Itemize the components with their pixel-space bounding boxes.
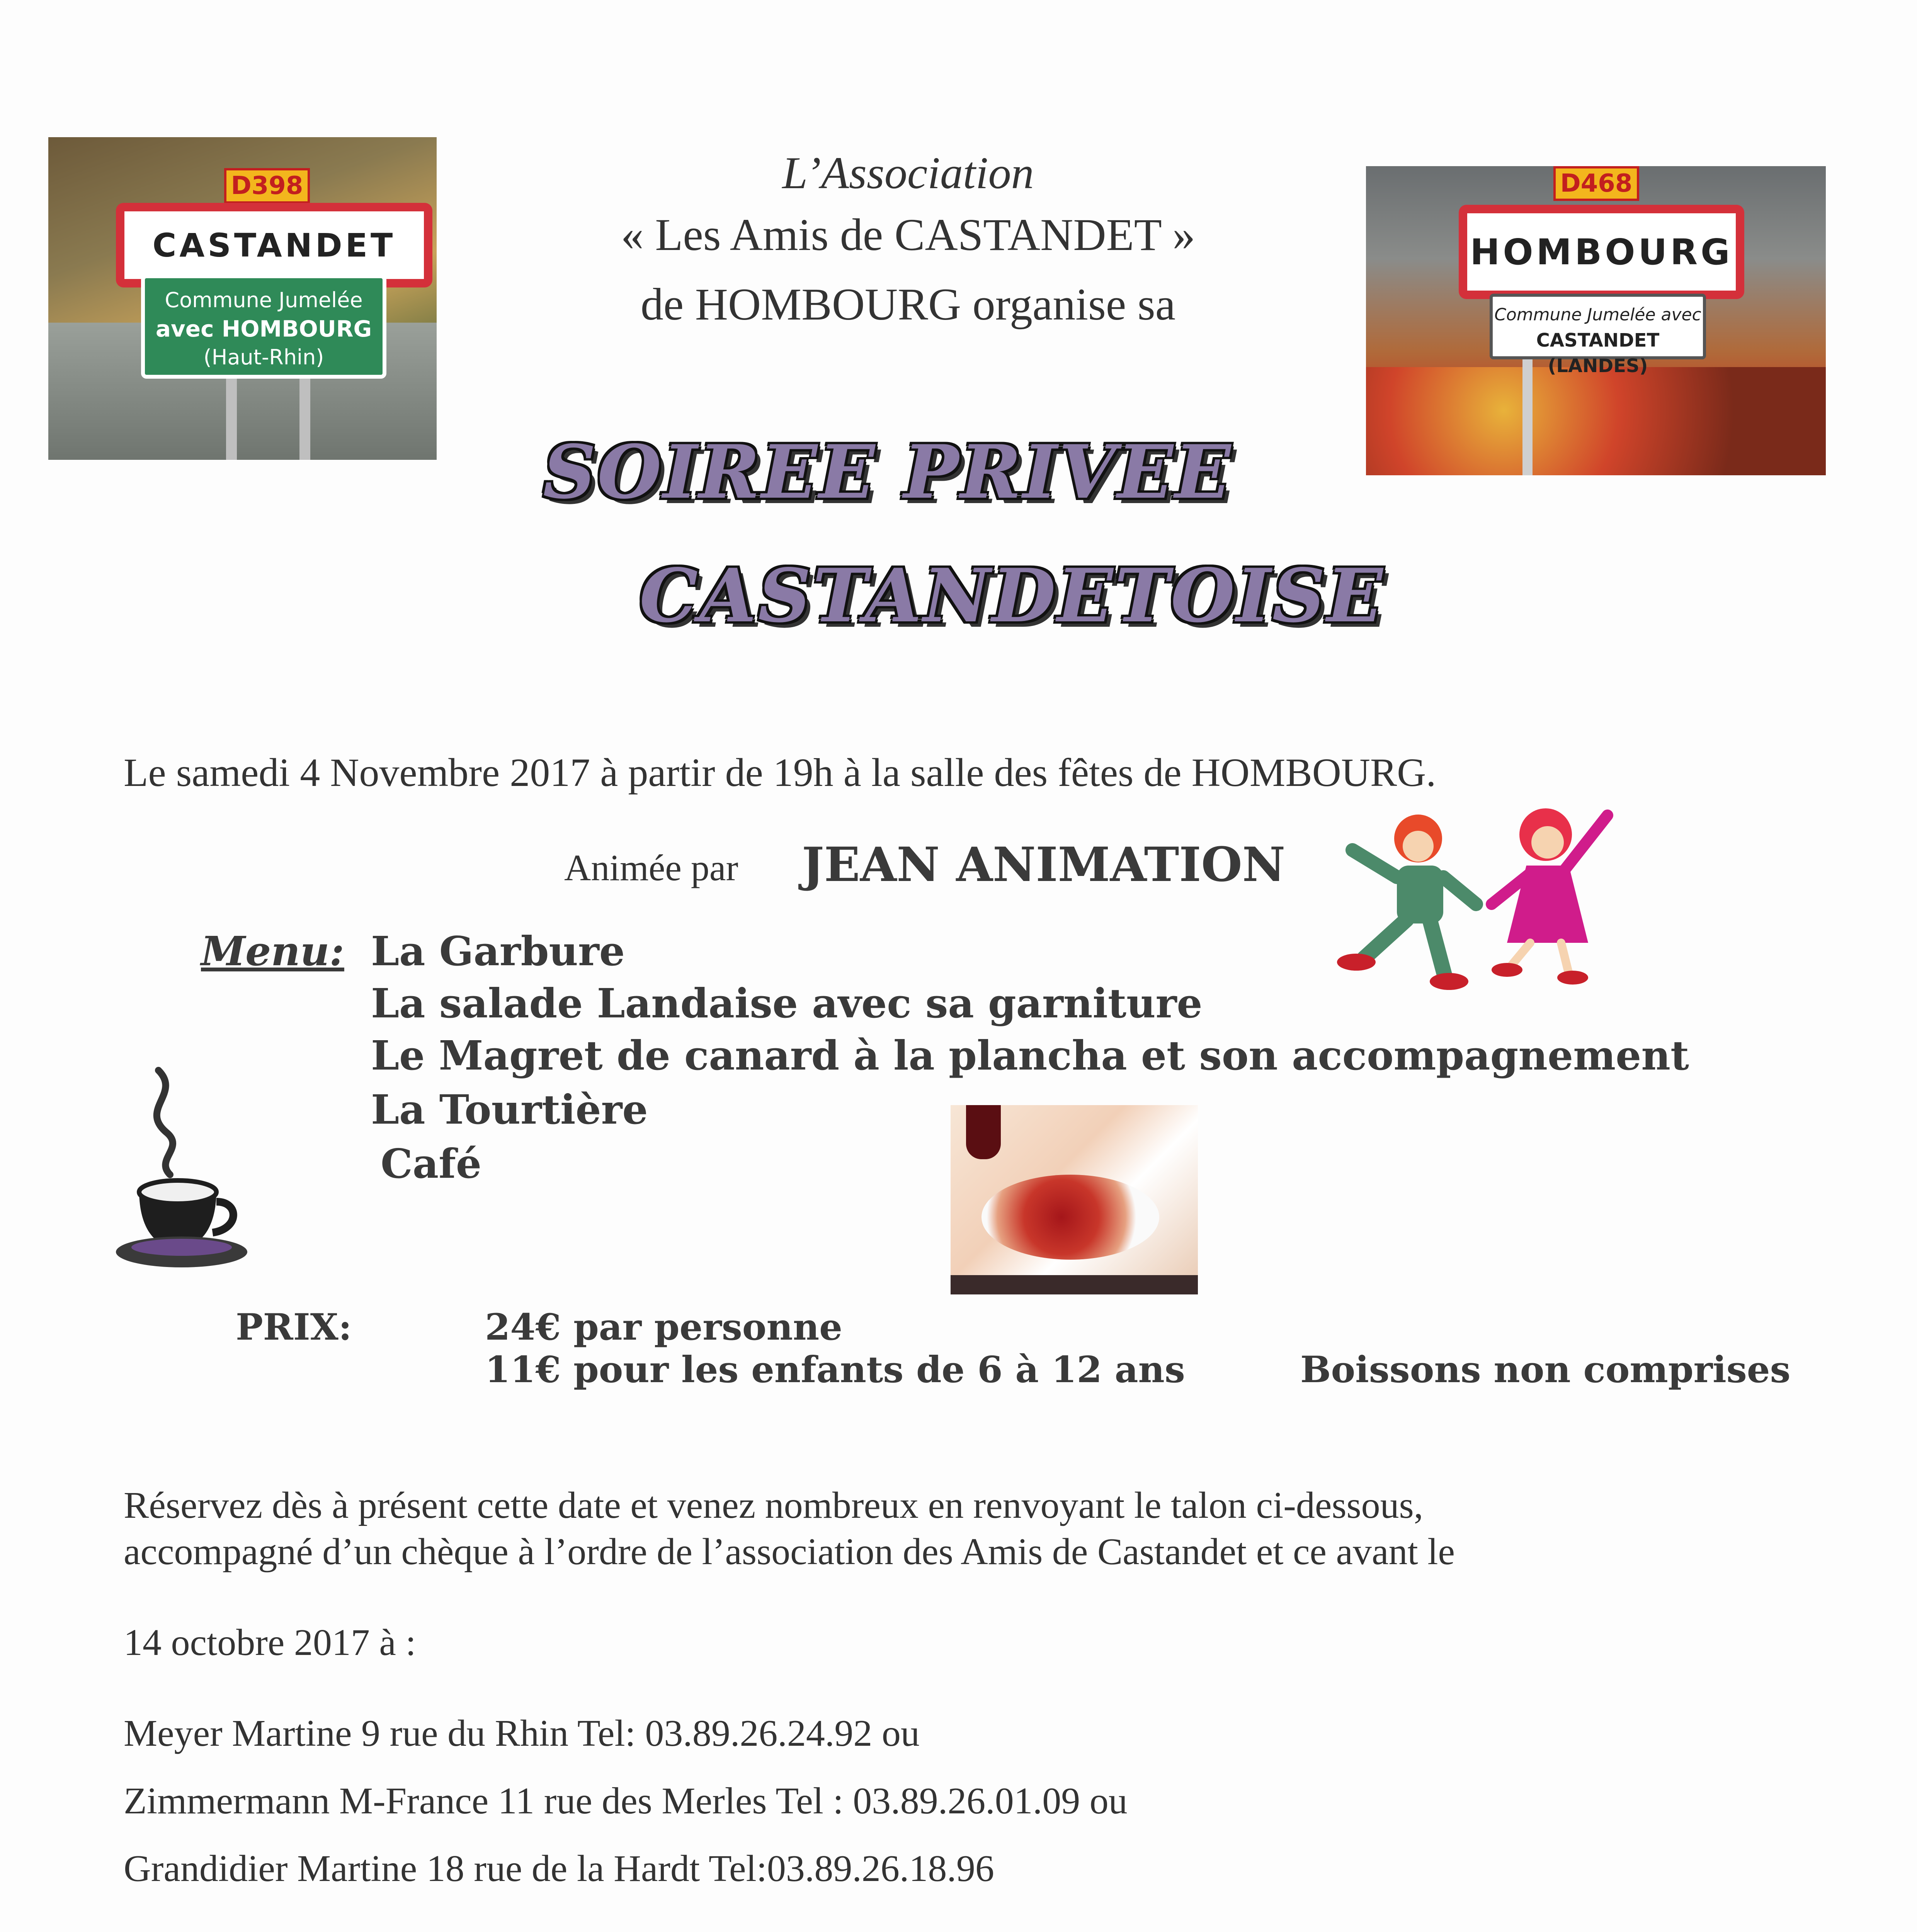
event-date-line: Le samedi 4 Novembre 2017 à partir de 19h à la salle des fêtes de HOMBOURG. [124,750,1436,795]
reservation-text-1: Réservez dès à présent cette date et venez nombreux en renvoyant le talon ci-dessous, [124,1485,1424,1526]
contact-3: Grandidier Martine 18 rue de la Hardt Tel:03.89.26.18.96 [124,1848,994,1889]
hombourg-sign-photo [1366,166,1826,475]
organise-line: de HOMBOURG organise sa [640,279,1176,330]
twin-town-panel-right [1490,294,1706,377]
castandet-sign-photo [48,137,437,460]
adult-price: 24€ par personne [485,1306,842,1349]
animator-name: JEAN ANIMATION [802,837,1286,892]
price-label: PRIX: [236,1306,352,1349]
menu-item-4: La Tourtière [371,1086,648,1133]
menu-label: Menu: [201,927,344,975]
plate [981,1175,1159,1260]
drinks-notice: Boissons non comprises [1300,1349,1791,1391]
twin-text-left-2: avec HOMBOURG [155,316,372,342]
duck-dish-photo [951,1105,1198,1294]
castandet-town-sign: CASTANDET [116,203,432,287]
twin-text-right-2: CASTANDET (LANDES) [1536,330,1660,377]
event-title-line2: CASTANDETOISE [640,553,1385,639]
hombourg-town-sign: HOMBOURG [1459,205,1744,299]
event-title-line1: SOIREE PRIVEE [543,429,1232,515]
twin-text-left-1: Commune Jumelée [165,288,363,312]
girl-dancer [1492,808,1607,985]
reservation-text-2: accompagné d’un chèque à l’ordre de l’association des Amis de Castandet et ce avant le [124,1531,1455,1573]
twin-text-right-1: Commune Jumelée avec [1494,305,1701,325]
table-edge [951,1275,1198,1294]
menu-item-5: Café [381,1140,482,1187]
contact-1: Meyer Martine 9 rue du Rhin Tel: 03.89.26.24.92 ou [124,1713,920,1754]
twin-town-panel-left [141,274,386,379]
twin-text-left-3: (Haut-Rhin) [203,345,324,369]
coffee-cup-icon [104,1063,259,1275]
menu-item-3: Le Magret de canard à la plancha et son accompagnement [371,1032,1689,1079]
sign-post [1522,359,1533,475]
association-name: « Les Amis de CASTANDET » [621,209,1196,260]
association-line: L’Association [782,148,1034,198]
route-tag-left: D398 [224,168,310,204]
wine-glass [966,1105,1001,1159]
boy-dancer [1337,815,1476,990]
menu-item-1: La Garbure [371,927,625,975]
animated-by-prefix: Animée par [564,847,738,888]
reservation-deadline: 14 octobre 2017 à : [124,1622,416,1663]
route-tag-right: D468 [1553,166,1639,201]
child-price: 11€ pour les enfants de 6 à 12 ans [485,1349,1185,1391]
flower-bed [1366,367,1826,475]
menu-item-2: La salade Landaise avec sa garniture [371,980,1203,1027]
contact-2: Zimmermann M-France 11 rue des Merles Tel : 03.89.26.01.09 ou [124,1780,1128,1822]
dancers-illustration [1329,804,1631,993]
